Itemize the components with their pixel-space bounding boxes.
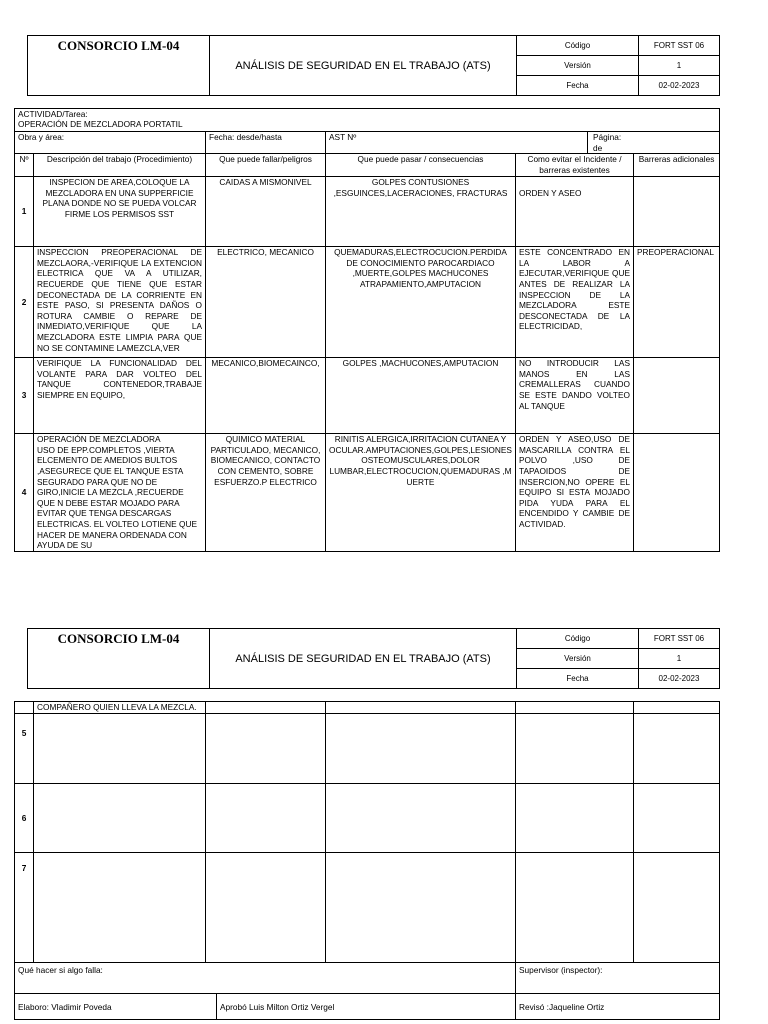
row-descripcion: INSPECCION PREOPERACIONAL DE MEZCLAORA,-VERIFIQUE LA EXTENCION ELECTRICA QUE VA A UTILIZAR, RECUERDE QUE TIENE QUE ESTAR DECONECTADA DE LA CORRIENTE EN ESTE PASO, SI PRESENTA DAÑOS O ROTURA CAMBIE O REPARE DE INMEDIATO,VERIFIQUE QUE LA MEZCLADORA ESTE LIMPIA PARA QUE NO SE CONTAMINE LAMEZCLA,VER <box>34 247 206 358</box>
col-barreras: Barreras adicionales <box>634 154 720 177</box>
row-barreras <box>634 434 720 552</box>
row-barreras <box>634 177 720 247</box>
row-consecuencias: RINITIS ALERGICA,IRRITACION CUTANEA Y OCULAR.AMPUTACIONES,GOLPES,LESIONES OSTEOMUSCULARES,DOLOR LUMBAR,ELECTROCUCION,QUEMADURAS ,M UERTE <box>326 434 516 552</box>
falla-label: Qué hacer si algo falla: <box>15 963 516 994</box>
row-descripcion: OPERACIÓN DE MEZCLADORA USO DE EPP.COMPLETOS ,VIERTA ELCEMENTO DE AMEDIOS BULTOS ,ASEGURECE QUE EL TANQUE ESTA SEGURADO PARA QUE NO DE GIRO,INICIE LA MEZCLA ,RECUERDE QUE N DEBE ESTAR MOJADO PARA EVITAR QUE TENGA DESCARGAS ELECTRICAS. EL VOLTEO LOTIENE QUE HACER DE MANERA ORDENADA CON AYUDA DE SU <box>34 434 206 552</box>
pagina-cell <box>588 132 720 154</box>
version-label: Versión <box>517 56 639 76</box>
row-peligros: QUIMICO MATERIAL PARTICULADO, MECANICO, BIOMECANICO, CONTACTO CON CEMENTO, SOBRE ESFUERZO.P ELECTRICO <box>206 434 326 552</box>
table-row <box>15 247 720 358</box>
table-row <box>15 784 720 853</box>
document-title: ANÁLISIS DE SEGURIDAD EN EL TRABAJO (ATS) <box>210 36 517 96</box>
row-consecuencias: GOLPES ,MACHUCONES,AMPUTACION <box>326 358 516 434</box>
table-row <box>15 358 720 434</box>
version-value: 1 <box>639 56 720 76</box>
col-consecuencias: Que puede pasar / consecuencias <box>326 154 516 177</box>
ats-table-page1 <box>14 108 720 552</box>
row-barreras <box>634 358 720 434</box>
aprobo-text: Aprobó Luis Milton Ortiz Vergel <box>217 994 516 1020</box>
pagina-de-label: de <box>593 142 603 153</box>
fecha-value: 02-02-2023 <box>639 76 720 96</box>
fecha-label: Fecha <box>517 76 639 96</box>
table-row <box>15 714 720 784</box>
row-descripcion: VERIFIQUE LA FUNCIONALIDAD DEL VOLANTE PARA DAR VOLTEO DEL TANQUE CONTENEDOR,TRABAJE SIEMPRE EN EQUIPO, <box>34 358 206 434</box>
header-table-page2 <box>27 628 720 689</box>
fecha-value: 02-02-2023 <box>639 669 720 689</box>
codigo-value: FORT SST 06 <box>639 629 720 649</box>
fecha-desde-label: Fecha: desde/hasta <box>206 132 326 154</box>
row-number: 1 <box>15 177 34 247</box>
codigo-label: Código <box>517 629 639 649</box>
row-evitar: ESTE CONCENTRADO EN LA LABOR A EJECUTAR,VERIFIQUE QUE ANTES DE REALIZAR LA INSPECCION DE LA MEZCLADORA ESTE DESCONECTADA DE LA ELECTRICIDAD, <box>516 247 634 358</box>
ats-table-page2 <box>14 701 720 963</box>
row-barreras: PREOPERACIONAL <box>634 247 720 358</box>
table-row <box>15 853 720 963</box>
row-evitar: ORDEN Y ASEO,USO DE MASCARILLA CONTRA EL POLVO ,USO DE TAPAOIDOS DE INSERCION,NO OPERE EL EQUIPO SI ESTA MOJADO PIDA YUDA PARA EL ENCENDIDO Y CAMBIE DE ACTIVIDAD. <box>516 434 634 552</box>
row-number: 4 <box>15 434 34 552</box>
col-descripcion: Descripción del trabajo (Procedimiento) <box>34 154 206 177</box>
row-evitar: ORDEN Y ASEO <box>516 177 634 247</box>
company-name: CONSORCIO LM-04 <box>28 629 210 689</box>
row-number: 2 <box>15 247 34 358</box>
row-evitar: NO INTRODUCIR LAS MANOS EN LAS CREMALLERAS CUANDO SE ESTE DANDO VOLTEO AL TANQUE <box>516 358 634 434</box>
company-name: CONSORCIO LM-04 <box>28 36 210 96</box>
supervisor-label: Supervisor (inspector): <box>516 963 720 994</box>
col-evitar: Como evitar el Incidente / barreras existentes <box>516 154 634 177</box>
obra-label: Obra y área: <box>15 132 206 154</box>
footer-table <box>14 962 720 1020</box>
row-consecuencias: GOLPES CONTUSIONES ,ESGUINCES,LACERACIONES, FRACTURAS <box>326 177 516 247</box>
pagina-label: Página: <box>593 132 622 142</box>
row-number: 6 <box>15 784 34 853</box>
fecha-label: Fecha <box>517 669 639 689</box>
version-value: 1 <box>639 649 720 669</box>
codigo-value: FORT SST 06 <box>639 36 720 56</box>
row-peligros: MECANICO,BIOMECAINCO, <box>206 358 326 434</box>
actividad-label: ACTIVIDAD/Tarea: <box>18 109 88 119</box>
row-number: 3 <box>15 358 34 434</box>
continuation-text: COMPAÑERO QUIEN LLEVA LA MEZCLA. <box>34 702 206 714</box>
ast-label: AST Nº <box>326 132 588 154</box>
document-title: ANÁLISIS DE SEGURIDAD EN EL TRABAJO (ATS) <box>210 629 517 689</box>
actividad-cell <box>15 109 720 132</box>
row-number: 7 <box>15 853 34 963</box>
row-consecuencias: QUEMADURAS,ELECTROCUCION.PERDIDA DE CONOCIMIENTO PAROCARDIACO ,MUERTE,GOLPES MACHUCONES ATRAPAMIENTO,AMPUTACION <box>326 247 516 358</box>
reviso-text: Revisó :Jaqueline Ortiz <box>516 994 720 1020</box>
table-row <box>15 177 720 247</box>
header-table-page1 <box>27 35 720 96</box>
actividad-value: OPERACIÓN DE MEZCLADORA PORTATIL <box>18 118 183 129</box>
row-peligros: CAIDAS A MISMONIVEL <box>206 177 326 247</box>
row-peligros: ELECTRICO, MECANICO <box>206 247 326 358</box>
col-num: Nº <box>15 154 34 177</box>
codigo-label: Código <box>517 36 639 56</box>
table-row <box>15 434 720 552</box>
version-label: Versión <box>517 649 639 669</box>
row-descripcion: INSPECION DE AREA,COLOQUE LA MEZCLADORA EN UNA SUPPERFICIE PLANA DONDE NO SE PUEDA VOLCAR FIRME LOS PERMISOS SST <box>34 177 206 247</box>
col-peligros: Que puede fallar/peligros <box>206 154 326 177</box>
elaboro-text: Elaboro: Vladimir Poveda <box>15 994 217 1020</box>
row-number: 5 <box>15 714 34 784</box>
